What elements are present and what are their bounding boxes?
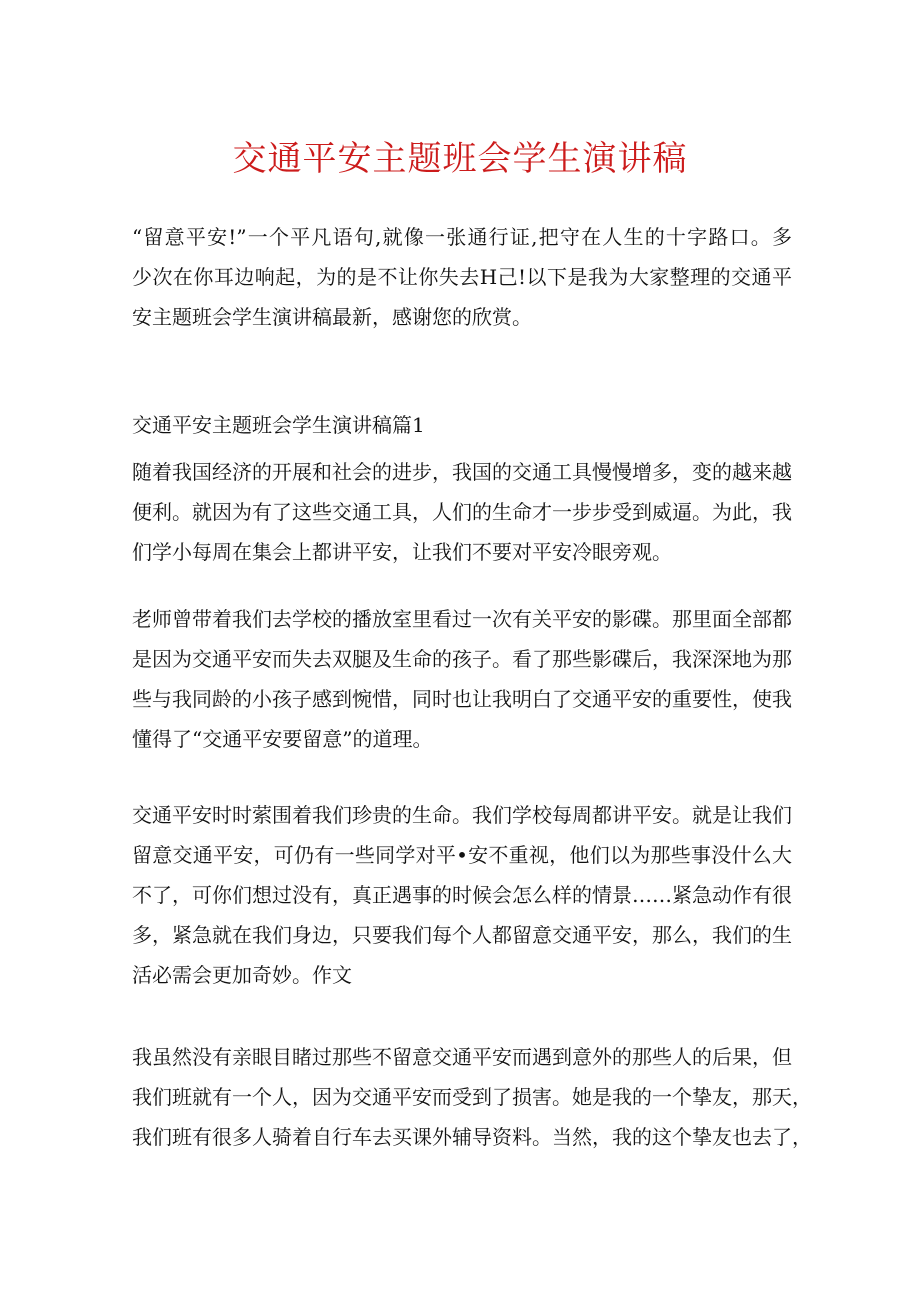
intro-paragraph: [132, 217, 792, 337]
paragraph-line: 们学小每周在集会上都讲平安，让我们不要对平安冷眼旁观。: [132, 540, 672, 564]
intro-line: “留意平安!”一个平凡语句,就像一张通行证,把守在人生的十字路口。多: [132, 225, 792, 249]
document-title: 交通平安主题班会学生演讲稿: [232, 139, 688, 179]
paragraph-line: 我虽然没有亲眼目睹过那些不留意交通平安而遇到意外的那些人的后果，但: [132, 1045, 792, 1069]
section-heading: 交通平安主题班会学生演讲稿篇1: [132, 413, 425, 437]
paragraph-3: [132, 795, 792, 995]
paragraph-line: 随着我国经济的开展和社会的进步，我国的交通工具慢慢增多，变的越来越: [132, 460, 792, 484]
paragraph-line: 活必需会更加奇妙。作文: [132, 963, 352, 987]
paragraph-line: 老师曾带着我们去学校的播放室里看过一次有关平安的影碟。那里面全部都: [132, 607, 792, 631]
paragraph-line: 懂得了“交通平安要留意”的道理。: [132, 727, 433, 751]
paragraph-line: 不了，可你们想过没有，真正遇事的时候会怎么样的情景……紧急动作有很: [132, 883, 792, 907]
paragraph-line: 我们班有很多人骑着自行车去买课外辅导资料。当然，我的这个挚友也去了，: [132, 1125, 812, 1149]
intro-line: 安主题班会学生演讲稿最新，感谢您的欣赏。: [132, 305, 532, 329]
paragraph-line: 我们班就有一个人，因为交通平安而受到了损害。她是我的一个挚友，那天，: [132, 1085, 812, 1109]
paragraph-4: [132, 1037, 812, 1157]
paragraph-line: 多，紧急就在我们身边，只要我们每个人都留意交通平安，那么，我们的生: [132, 923, 792, 947]
intro-line: 少次在你耳边响起，为的是不让你失去H己!以下是我为大家整理的交通平: [132, 265, 792, 289]
paragraph-line: 便利。就因为有了这些交通工具，人们的生命才一步步受到威逼。为此，我: [132, 500, 792, 524]
paragraph-line: 是因为交通平安而失去双腿及生命的孩子。看了那些影碟后，我深深地为那: [132, 647, 792, 671]
paragraph-line: 交通平安时时萦围着我们珍贵的生命。我们学校每周都讲平安。就是让我们: [132, 803, 792, 827]
paragraph-2: [132, 599, 792, 759]
paragraph-line: 些与我同龄的小孩子感到惋惜，同时也让我明白了交通平安的重要性，使我: [132, 687, 792, 711]
section-heading-block: [132, 405, 792, 445]
paragraph-line: 留意交通平安，可仍有一些同学对平•安不重视，他们以为那些事没什么大: [132, 843, 792, 867]
paragraph-1: [132, 452, 792, 572]
